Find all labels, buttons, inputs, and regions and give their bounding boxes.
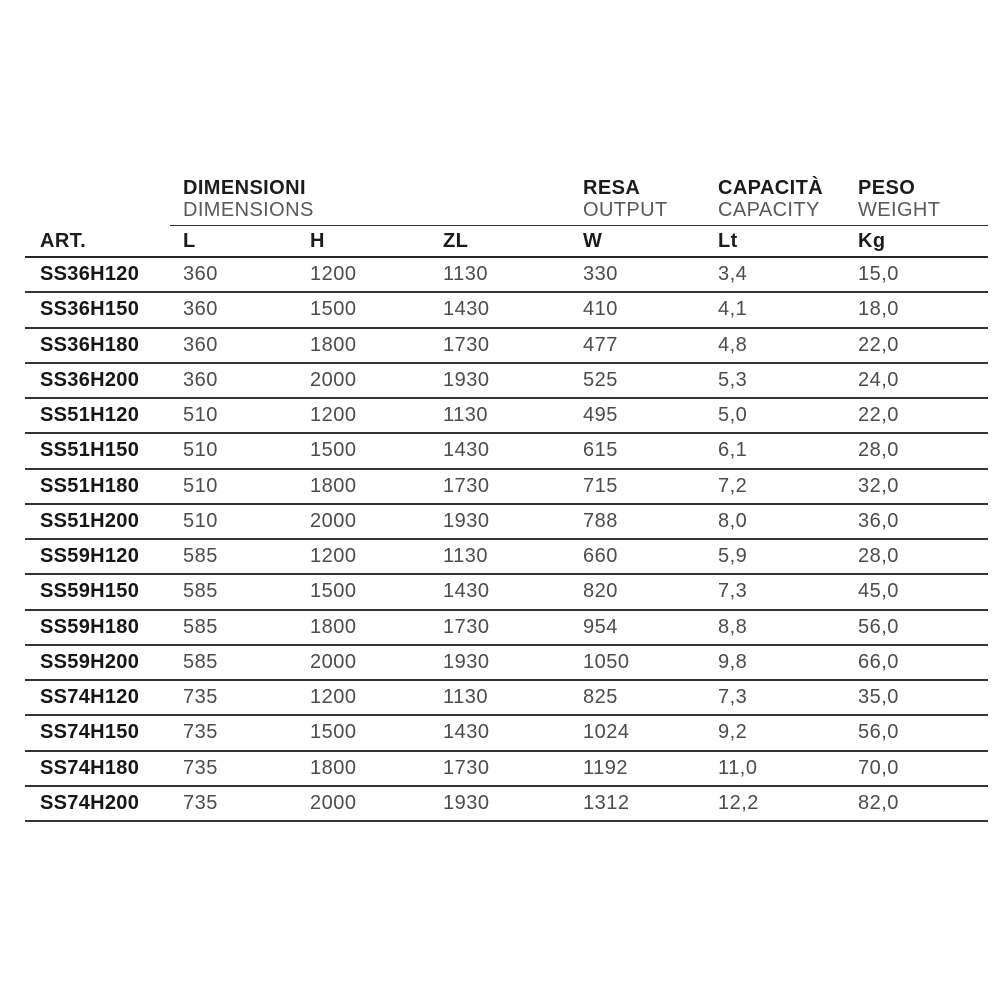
value-cell-w: 660 xyxy=(583,545,618,568)
table-row xyxy=(25,681,988,716)
value-cell-kg: 28,0 xyxy=(858,545,899,568)
value-cell-w: 615 xyxy=(583,439,618,462)
value-cell-h: 1800 xyxy=(310,615,357,638)
value-cell-h: 1200 xyxy=(310,545,357,568)
value-cell-w: 525 xyxy=(583,368,618,391)
art-cell: SS36H120 xyxy=(40,263,140,286)
value-cell-l: 510 xyxy=(183,439,218,462)
table-row xyxy=(25,329,988,364)
group-secondary-label: CAPACITY xyxy=(718,198,820,221)
value-cell-kg: 24,0 xyxy=(858,368,899,391)
value-cell-zl: 1930 xyxy=(443,368,490,391)
table-row xyxy=(25,646,988,681)
value-cell-h: 1800 xyxy=(310,474,357,497)
value-cell-l: 360 xyxy=(183,298,218,321)
art-cell: SS74H180 xyxy=(40,756,140,779)
value-cell-l: 360 xyxy=(183,333,218,356)
group-primary-label: PESO xyxy=(858,177,916,199)
value-cell-h: 1500 xyxy=(310,721,357,744)
column-header-art: ART. xyxy=(40,229,87,252)
value-cell-w: 825 xyxy=(583,686,618,709)
value-cell-zl: 1130 xyxy=(443,404,489,427)
value-cell-kg: 32,0 xyxy=(858,474,899,497)
group-secondary-label: DIMENSIONS xyxy=(183,198,314,221)
value-cell-kg: 15,0 xyxy=(858,263,899,286)
value-cell-h: 1200 xyxy=(310,263,357,286)
column-header-zl: ZL xyxy=(443,229,469,252)
value-cell-lt: 5,9 xyxy=(718,545,748,568)
value-cell-kg: 66,0 xyxy=(858,650,899,673)
table-row xyxy=(25,575,988,610)
art-cell: SS36H200 xyxy=(40,368,140,391)
value-cell-h: 1500 xyxy=(310,580,357,603)
value-cell-zl: 1430 xyxy=(443,721,490,744)
value-cell-kg: 45,0 xyxy=(858,580,899,603)
value-cell-zl: 1930 xyxy=(443,791,490,814)
table-row xyxy=(25,716,988,751)
value-cell-w: 1050 xyxy=(583,650,630,673)
art-cell: SS74H150 xyxy=(40,721,140,744)
value-cell-w: 410 xyxy=(583,298,618,321)
value-cell-lt: 6,1 xyxy=(718,439,748,462)
table-row xyxy=(25,505,988,540)
value-cell-kg: 35,0 xyxy=(858,686,899,709)
art-cell: SS74H120 xyxy=(40,686,140,709)
value-cell-w: 820 xyxy=(583,580,618,603)
value-cell-lt: 5,0 xyxy=(718,404,748,427)
value-cell-l: 735 xyxy=(183,686,218,709)
value-cell-h: 2000 xyxy=(310,650,357,673)
art-cell: SS59H200 xyxy=(40,650,140,673)
value-cell-zl: 1730 xyxy=(443,333,490,356)
value-cell-lt: 4,1 xyxy=(718,298,748,321)
value-cell-zl: 1730 xyxy=(443,615,490,638)
value-cell-w: 1312 xyxy=(583,791,630,814)
value-cell-w: 954 xyxy=(583,615,618,638)
value-cell-lt: 5,3 xyxy=(718,368,748,391)
value-cell-zl: 1930 xyxy=(443,509,490,532)
group-primary-label: CAPACITÀ xyxy=(718,177,824,199)
group-header-divider xyxy=(170,225,988,226)
value-cell-zl: 1130 xyxy=(443,263,489,286)
art-cell: SS59H180 xyxy=(40,615,140,638)
value-cell-l: 585 xyxy=(183,545,218,568)
value-cell-kg: 70,0 xyxy=(858,756,899,779)
art-cell: SS74H200 xyxy=(40,791,140,814)
value-cell-w: 495 xyxy=(583,404,618,427)
art-cell: SS36H180 xyxy=(40,333,140,356)
value-cell-l: 360 xyxy=(183,368,218,391)
value-cell-w: 715 xyxy=(583,474,618,497)
group-secondary-label: WEIGHT xyxy=(858,198,941,221)
value-cell-lt: 4,8 xyxy=(718,333,748,356)
value-cell-lt: 7,3 xyxy=(718,686,748,709)
value-cell-l: 510 xyxy=(183,474,218,497)
value-cell-h: 1200 xyxy=(310,404,357,427)
art-cell: SS51H150 xyxy=(40,439,140,462)
table-row xyxy=(25,787,988,822)
value-cell-zl: 1730 xyxy=(443,474,490,497)
value-cell-lt: 8,8 xyxy=(718,615,748,638)
value-cell-w: 788 xyxy=(583,509,618,532)
table-row xyxy=(25,364,988,399)
value-cell-w: 1192 xyxy=(583,756,629,779)
value-cell-kg: 22,0 xyxy=(858,333,899,356)
art-cell: SS59H150 xyxy=(40,580,140,603)
column-header-row xyxy=(25,226,988,258)
value-cell-kg: 22,0 xyxy=(858,404,899,427)
value-cell-l: 585 xyxy=(183,580,218,603)
value-cell-lt: 12,2 xyxy=(718,791,759,814)
value-cell-lt: 3,4 xyxy=(718,263,748,286)
art-cell: SS51H180 xyxy=(40,474,140,497)
column-header-h: H xyxy=(310,229,325,252)
table-row xyxy=(25,258,988,293)
value-cell-lt: 11,0 xyxy=(718,756,758,779)
value-cell-zl: 1430 xyxy=(443,439,490,462)
value-cell-l: 735 xyxy=(183,756,218,779)
value-cell-h: 1500 xyxy=(310,298,357,321)
group-header-row xyxy=(25,178,988,226)
value-cell-kg: 56,0 xyxy=(858,615,899,638)
value-cell-kg: 18,0 xyxy=(858,298,899,321)
art-cell: SS51H120 xyxy=(40,404,140,427)
group-header-dimensions xyxy=(170,178,570,226)
value-cell-kg: 36,0 xyxy=(858,509,899,532)
value-cell-w: 330 xyxy=(583,263,618,286)
group-primary-label: RESA xyxy=(583,177,641,199)
value-cell-h: 1800 xyxy=(310,333,357,356)
group-primary-label: DIMENSIONI xyxy=(183,177,306,199)
value-cell-lt: 9,2 xyxy=(718,721,748,744)
group-secondary-label: OUTPUT xyxy=(583,198,668,221)
spec-table xyxy=(25,178,988,822)
art-cell: SS36H150 xyxy=(40,298,140,321)
value-cell-kg: 56,0 xyxy=(858,721,899,744)
table-body xyxy=(25,258,988,822)
table-row xyxy=(25,399,988,434)
value-cell-zl: 1430 xyxy=(443,580,490,603)
value-cell-h: 1800 xyxy=(310,756,357,779)
value-cell-w: 477 xyxy=(583,333,618,356)
column-header-l: L xyxy=(183,229,196,252)
value-cell-zl: 1430 xyxy=(443,298,490,321)
value-cell-h: 2000 xyxy=(310,509,357,532)
table-row xyxy=(25,752,988,787)
value-cell-l: 360 xyxy=(183,263,218,286)
value-cell-l: 585 xyxy=(183,615,218,638)
value-cell-kg: 28,0 xyxy=(858,439,899,462)
value-cell-l: 510 xyxy=(183,404,218,427)
value-cell-l: 735 xyxy=(183,721,218,744)
value-cell-lt: 9,8 xyxy=(718,650,748,673)
value-cell-lt: 7,2 xyxy=(718,474,748,497)
column-header-lt: Lt xyxy=(718,229,738,252)
group-header-output xyxy=(570,178,705,226)
table-row xyxy=(25,434,988,469)
value-cell-zl: 1730 xyxy=(443,756,490,779)
value-cell-lt: 7,3 xyxy=(718,580,748,603)
value-cell-h: 1200 xyxy=(310,686,357,709)
group-header-weight xyxy=(845,178,988,226)
value-cell-zl: 1930 xyxy=(443,650,490,673)
value-cell-h: 2000 xyxy=(310,368,357,391)
art-cell: SS51H200 xyxy=(40,509,140,532)
group-header-capacity xyxy=(705,178,845,226)
value-cell-h: 1500 xyxy=(310,439,357,462)
column-header-w: W xyxy=(583,229,603,252)
table-row xyxy=(25,470,988,505)
value-cell-lt: 8,0 xyxy=(718,509,748,532)
table-row xyxy=(25,611,988,646)
table-row xyxy=(25,293,988,328)
column-header-kg: Kg xyxy=(858,229,886,252)
art-cell: SS59H120 xyxy=(40,545,140,568)
value-cell-h: 2000 xyxy=(310,791,357,814)
value-cell-w: 1024 xyxy=(583,721,630,744)
value-cell-kg: 82,0 xyxy=(858,791,899,814)
value-cell-l: 585 xyxy=(183,650,218,673)
value-cell-l: 735 xyxy=(183,791,218,814)
value-cell-zl: 1130 xyxy=(443,545,489,568)
table-row xyxy=(25,540,988,575)
value-cell-zl: 1130 xyxy=(443,686,489,709)
value-cell-l: 510 xyxy=(183,509,218,532)
